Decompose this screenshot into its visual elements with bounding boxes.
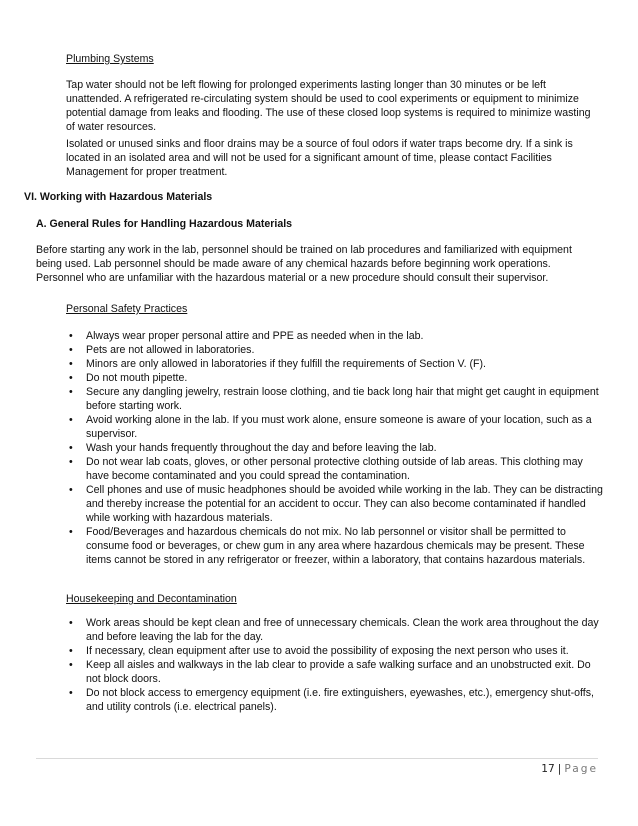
list-item: • If necessary, clean equipment after use to avoid the possibility of exposing the next person who uses it. (69, 645, 569, 657)
bullet-icon: • (69, 386, 73, 398)
bullet-icon: • (69, 526, 73, 538)
bullet-icon: • (69, 617, 73, 629)
housekeeping-heading: Housekeeping and Decontamination (66, 593, 237, 605)
personal-safety-list (66, 329, 606, 567)
list-item: • Secure any dangling jewelry, restrain loose clothing, and tie back long hair that might get caught in equipment before starting work. (69, 386, 599, 412)
list-item: • Food/Beverages and hazardous chemicals do not mix. No lab personnel or visitor shall be permitted to consume food or beverages, or chew gum in any area where hazardous chemicals may be present. These items cannot be stored in any refrigerator or freezer, within a laboratory, that contains hazardous materials. (69, 526, 586, 566)
bullet-icon: • (69, 358, 73, 370)
housekeeping-list (66, 616, 606, 714)
page-label: Page (564, 763, 598, 775)
list-item: • Wash your hands frequently throughout the day and before leaving the lab. (69, 442, 437, 454)
section-title: VI. Working with Hazardous Materials (24, 191, 213, 203)
bullet-icon: • (69, 659, 73, 671)
plumbing-paragraph-2: Isolated or unused sinks and floor drains may be a source of foul odors if water traps become dry. If a sink is located in an isolated area and will not be used for a significant amount of time, please contact Facilities Management for proper treatment. (66, 138, 573, 178)
bullet-icon: • (69, 414, 73, 426)
bullet-icon: • (69, 330, 73, 342)
plumbing-paragraph-1: Tap water should not be left flowing for prolonged experiments lasting longer than 30 minutes or be left unattended. A refrigerated re-circulating system should be used to cool experiments or equipment to minimize potential damage from leaks and flooding. The use of these closed loop systems is required to minimize wasting of water resources. (66, 79, 591, 133)
bullet-icon: • (69, 442, 73, 454)
bullet-icon: • (69, 456, 73, 468)
bullet-icon: • (69, 372, 73, 384)
page-number: 17 (541, 763, 555, 775)
bullet-icon: • (69, 687, 73, 699)
list-item: • Cell phones and use of music headphones should be avoided while working in the lab. They can be distracting and thereby increase the potential for an accident to occur. They can also become contaminated if handled while working with hazardous materials. (69, 484, 603, 524)
bullet-icon: • (69, 484, 73, 496)
plumbing-heading: Plumbing Systems (66, 53, 154, 65)
list-item: • Do not wear lab coats, gloves, or other personal protective clothing outside of lab areas. This clothing may have become contaminated and you could spread the contamination. (69, 456, 583, 482)
list-item: • Always wear proper personal attire and PPE as needed when in the lab. (69, 330, 424, 342)
list-item: • Pets are not allowed in laboratories. (69, 344, 255, 356)
subsection-title: A. General Rules for Handling Hazardous Materials (36, 218, 293, 230)
list-item: • Do not block access to emergency equipment (i.e. fire extinguishers, eyewashes, etc.), emergency shut-offs, and utility controls (i.e. electrical panels). (69, 687, 594, 713)
list-item: • Work areas should be kept clean and free of unnecessary chemicals. Clean the work area throughout the day and before leaving the lab for the day. (69, 617, 599, 643)
list-item: • Minors are only allowed in laboratories if they fulfill the requirements of Section V. (F). (69, 358, 487, 370)
page-footer (541, 763, 598, 775)
list-item: • Keep all aisles and walkways in the lab clear to provide a safe walking surface and an unobstructed exit. Do not block doors. (69, 659, 591, 685)
footer-separator: | (557, 763, 562, 775)
personal-safety-heading: Personal Safety Practices (66, 303, 188, 315)
bullet-icon: • (69, 344, 73, 356)
section-intro: Before starting any work in the lab, personnel should be trained on lab procedures and familiarized with equipment being used. Lab personnel should be made aware of any chemical hazards before beginning work operations. Personnel who are unfamiliar with the hazardous material or a new procedure should consult their supervisor. (36, 244, 572, 284)
list-item: • Do not mouth pipette. (69, 372, 188, 384)
list-item: • Avoid working alone in the lab. If you must work alone, ensure someone is aware of your location, such as a supervisor. (69, 414, 592, 440)
bullet-icon: • (69, 645, 73, 657)
footer-divider (36, 758, 598, 759)
